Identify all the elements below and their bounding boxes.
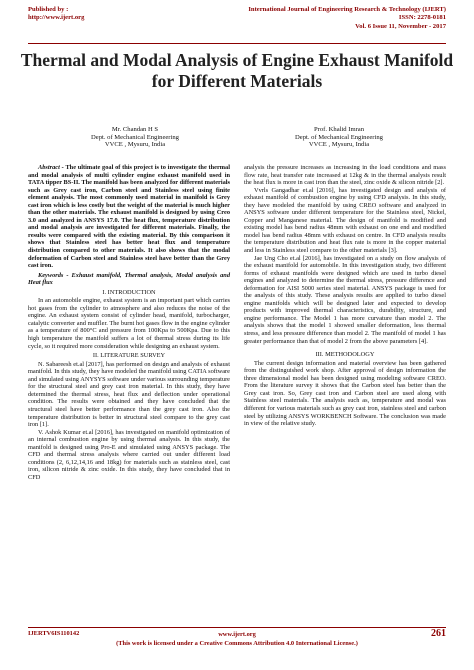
journal-info — [248, 6, 446, 31]
author-block-2 — [264, 126, 414, 149]
author-dept: Dept. of Mechanical Engineering — [295, 133, 383, 141]
header-divider — [28, 43, 446, 44]
footer-divider — [28, 627, 446, 628]
footer-url[interactable]: www.ijert.org — [218, 631, 256, 638]
journal-name: International Journal of Engineering Research & Technology (IJERT) — [248, 6, 446, 13]
page-number: 261 — [431, 628, 446, 639]
keywords: Keywords - Exhaust manifold, Thermal analysis, Modal analysis and Heat flux — [28, 271, 230, 287]
publisher-label: Published by : — [28, 6, 69, 13]
journal-volume: Vol. 6 Issue 11, November - 2017 — [355, 22, 446, 30]
publisher-info — [28, 6, 84, 23]
literature-paragraph-3: Vvrls Gangadhar et.al [2016], has investigated design and analysis of exhaust manifold of combustion engine by using CFD analysis. In this study, they have modeled the manifold by using CREO software and analyzed in ANSYS software under different temperature for the Stainless steel, Nickel, Copper and Manganese material. The design of manifold is modified and existing model has bend radius 48mm with exhaust on one end and modified model has bend radius 48mm with exhaust on centre. In CFD analysis results the temperature distribution and heat flux rate is more in the copper material and less in Stainless steel compare to the other materials [3]. — [244, 186, 446, 255]
methodology-paragraph: The current design information and material overview has been gathered from the distinguished work shop. After approval of design information the three dimensional model has been designed using modeling software CREO. From the literature survey it shows that the Carbon steel has better than the Grey cast iron. So, Grey cast iron and Carbon steel are used along with Stainless steel materials. The analysis such as, temperature and modal was different for various materials such as grey cast iron, stainless steel and carbon steel by utilizing ANSYS WORKBENCH Software. The conclusion was made in view of the relative study. — [244, 359, 446, 428]
page-footer — [28, 630, 446, 660]
page-header — [28, 6, 446, 42]
author-name: Mr. Chandan H S — [111, 126, 159, 133]
author-block-1 — [60, 126, 210, 149]
paper-title: Thermal and Modal Analysis of Engine Exhaust Manifold for Different Materials — [20, 50, 454, 91]
section-heading-introduction: I. INTRODUCTION — [102, 288, 156, 296]
paper-id: IJERTV6IS110142 — [28, 630, 80, 637]
literature-paragraph-2-cont: analysis the pressure increases as increasing in the load conditions and mass flow rate, heat transfer rate increased at 12kg & in the thermal analysis result the heat flux is more in cast iron than the steel, zinc oxide & silicon nitride [2]. — [244, 164, 446, 187]
publisher-url[interactable]: http://www.ijert.org — [28, 14, 85, 22]
author-institution: VVCE , Mysuru, India — [308, 141, 370, 149]
right-column — [244, 164, 446, 428]
author-institution: VVCE , Mysuru, India — [104, 141, 166, 149]
author-name: Prof. Khalid Imran — [314, 126, 364, 133]
section-heading-literature-survey: II. LITERATURE SURVEY — [92, 352, 166, 360]
abstract — [28, 164, 230, 270]
author-dept: Dept. of Mechanical Engineering — [91, 133, 179, 141]
left-column — [28, 164, 230, 481]
literature-paragraph-1: N. Sabareesh et.al [2017], has performed on design and analysis of exhaust manifold. In this study, they have modeled the manifold using CATIA software and simulated using ANYSYS software under various surrounding temperature for the structural steel and grey cast iron material. In this study, they have determined the thermal stress, heat flux and deflection under operational condition. The results were obtained and they have concluded that the structural steel have better performance than the grey cast iron. Also the temperature distribution is better in structural steel compare to the grey cast iron [1]. — [28, 360, 230, 429]
literature-paragraph-2: V. Ashok Kumar et.al [2016], has investigated on manifold optimization of an internal combustion engine by using thermal analysis. In this study, the manifold is designed using Pro-E and simulated using ANSYS package. The CFD and thermal stress analysis where carried out under different load conditions (2, 6,12,14,16 and 18kg) for materials such as stainless steel, cast iron, silicon nitride & zinc oxide. In this study, they have concluded that in CFD — [28, 428, 230, 481]
journal-issn: ISSN: 2278-0181 — [398, 14, 446, 22]
footer-center — [28, 630, 446, 648]
abstract-label: Abstract - — [38, 164, 66, 171]
abstract-text: The ultimate goal of this project is to investigate the thermal and modal analysis of multi cylinder engine exhaust manifold used in TATA tipper BS-II. The manifold has been analyzed for different materials such as Grey cast iron, Carbon steel and Stainless steel using finite element analysis. The most commonly used material in manifold is Grey cast iron which is less costly but the weight of the material is much higher than the other materials. The exhaust manifold is designed by using Creo 3.0 and analyzed in ANSYS 17.0. The heat flux, temperature distribution and modal analysis are investigated for different materials. Finally, the results were compared with the existing material. By this comparison it shows that Stainless steel has better heat flux and temperature distribution compared to other materials. It also shows that the modal deformation of Carbon steel and Stainless steel have better than the Grey cast iron. — [28, 164, 231, 270]
literature-paragraph-4: Jae Ung Cho et.al [2016], has investigated on a study on flow analysis of the exhaust manifold for automobile. In this investigation study, two different forms of exhaust manifolds were designed which are used in turbo diesel engines and analyzed to determine the thermal stress, pressure difference and deformation for AISI 5000 series steel material. ANSYS package is used for the analysis of this study. These analysis results are applied to turbo diesel engine manifolds which will be designed later and expected to develop products with improved thermal characteristics, durability, structure, and engine performance. The Model 1 has more curvature than model 2. The analysis shows that the model 1 showed smaller deformation, less thermal stress, and less pressure difference than model 2. The manifold of model 1 has greater performance than that of model 2 from the above parameters [4]. — [244, 254, 446, 345]
license-note: (This work is licensed under a Creative Commons Attribution 4.0 International License.) — [116, 640, 358, 647]
introduction-paragraph: In an automobile engine, exhaust system is an important part which carries hot gases from the cylinder to atmosphere and also reduces the noise of the engine. An exhaust system consist of cylinder head, manifold, turbocharger, catalytic converter and muffler. The burnt hot gases flow in the engine cylinder as a temperature of 800°C and pressure from 100Kpa to 500Kpa. Due to this high temperature the manifold suffers a lot of thermal stress during its life cycle, so it required more consideration while designing an exhaust system. — [28, 297, 230, 350]
section-heading-methodology: III. METHODOLOGY — [315, 351, 375, 359]
